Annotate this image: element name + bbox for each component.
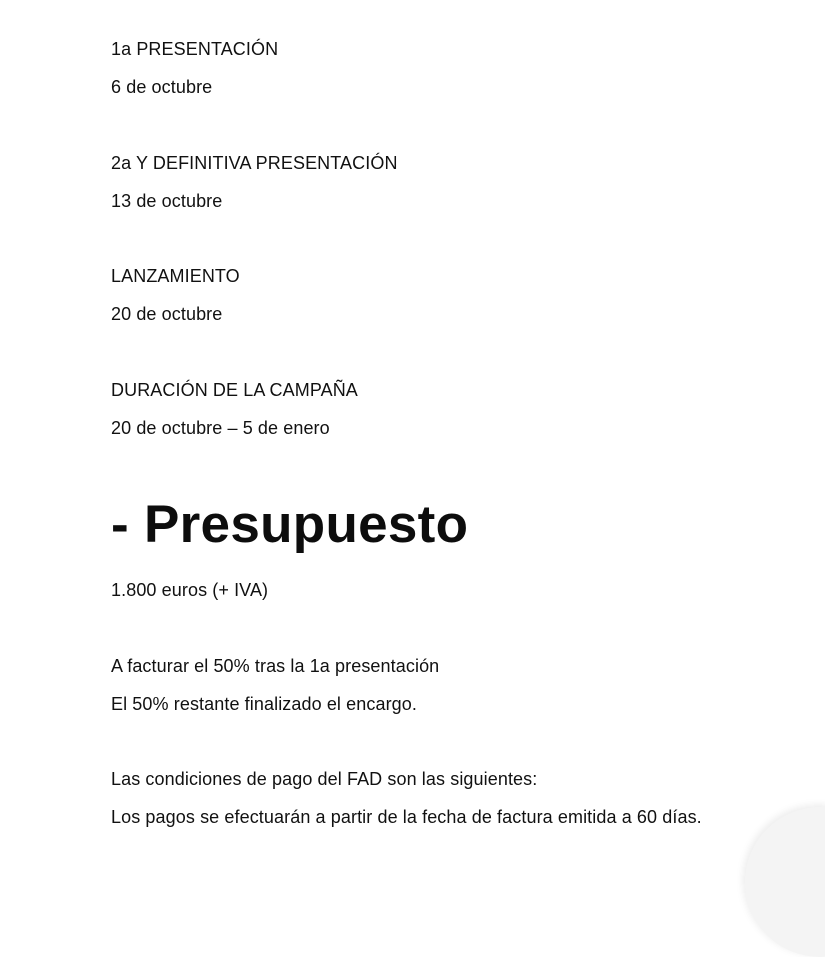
billing-line-second: El 50% restante finalizado el encargo. — [111, 694, 417, 714]
schedule-label-final-presentation: 2a Y DEFINITIVA PRESENTACIÓN — [111, 153, 398, 173]
billing-line-first: A facturar el 50% tras la 1a presentación — [111, 656, 440, 676]
budget-amount: 1.800 euros (+ IVA) — [111, 580, 269, 600]
budget-heading: - Presupuesto — [111, 495, 469, 554]
schedule-date-final-presentation: 13 de octubre — [111, 191, 223, 211]
schedule-date-launch: 20 de octubre — [111, 304, 223, 324]
schedule-date-campaign-duration: 20 de octubre – 5 de enero — [111, 418, 330, 438]
schedule-label-first-presentation: 1a PRESENTACIÓN — [111, 39, 279, 59]
page-corner-shadow — [745, 807, 825, 957]
schedule-label-launch: LANZAMIENTO — [111, 266, 240, 286]
payment-conditions-intro: Las condiciones de pago del FAD son las siguientes: — [111, 769, 538, 789]
schedule-date-first-presentation: 6 de octubre — [111, 77, 213, 97]
payment-conditions-detail: Los pagos se efectuarán a partir de la fecha de factura emitida a 60 días. — [111, 807, 702, 827]
schedule-label-campaign-duration: DURACIÓN DE LA CAMPAÑA — [111, 380, 358, 400]
